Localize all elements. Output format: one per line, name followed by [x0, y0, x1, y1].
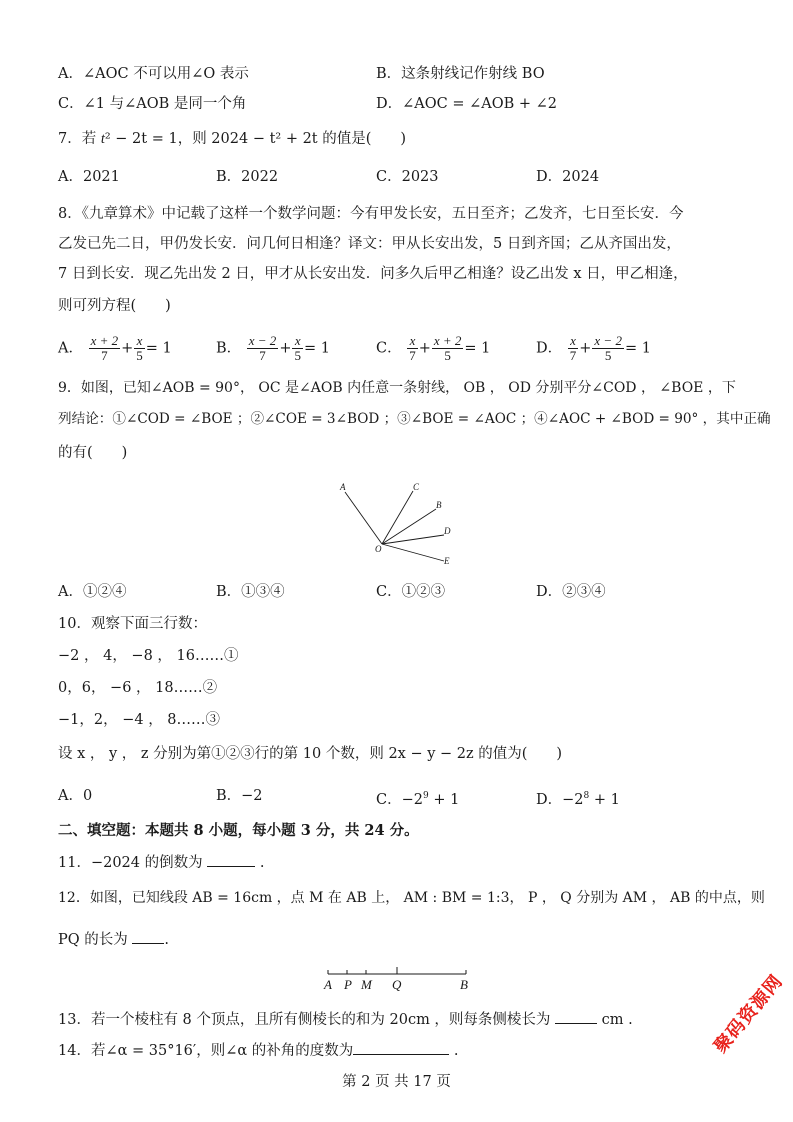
q8-line-2: 乙发已先二日，甲仍发长安．问几何日相逢？译文：甲从长安出发，5 日到齐国；乙从齐国出发， [58, 236, 681, 252]
option-text: 0 [82, 788, 93, 804]
q8-option-c [376, 334, 490, 363]
option-label: A． [58, 340, 83, 357]
q11-suffix: . [255, 855, 265, 871]
numerator: x − 2 [594, 333, 622, 348]
option-label: C． [376, 584, 402, 600]
q9-option-c [376, 582, 445, 602]
option-label: D． [536, 791, 563, 808]
option-label: D． [376, 96, 403, 112]
option-base: −2 [401, 791, 423, 808]
q12-line-1: 12．如图，已知线段 AB = 16cm ，点 M 在 AB 上， AM : BM = 1:3， P ， Q 分别为 AM ， AB 的中点，则 [58, 890, 765, 906]
fraction [134, 334, 145, 363]
label-o: O [375, 544, 382, 554]
option-label: D． [536, 169, 563, 185]
q13-suffix: cm . [597, 1012, 633, 1028]
q9-line-2: 列结论：①∠COD = ∠BOE ；②∠COE = 3∠BOD ；③∠BOE = ∠AOC ；④∠AOC + ∠BOD = 90° ，其中正确 [58, 411, 771, 427]
q14-answer-blank[interactable] [353, 1054, 449, 1055]
denominator: 5 [136, 348, 143, 363]
label-p: P [344, 977, 352, 992]
ray-oa [345, 492, 382, 544]
operator: + [579, 340, 592, 357]
q9-option-d [536, 582, 606, 602]
q6-option-d [376, 94, 557, 114]
q12-text: PQ 的长为 [58, 932, 133, 948]
denominator: 5 [444, 348, 451, 363]
q10-question: 设 x ， y ， z 分别为第①②③行的第 10 个数，则 2x − y − 2z 的值为( ) [58, 746, 563, 762]
equals: = 1 [303, 340, 330, 357]
option-text: ②③④ [562, 584, 606, 600]
q13-text: 13．若一个棱柱有 8 个顶点，且所有侧棱长的和为 20cm ，则每条侧棱长为 [58, 1012, 556, 1028]
numerator: x [292, 334, 303, 349]
option-text: ①②③ [401, 584, 446, 600]
option-label: C． [58, 96, 84, 112]
option-label: D． [536, 340, 563, 357]
option-label: A． [58, 584, 83, 600]
option-label: C． [376, 340, 402, 357]
q6-option-a [58, 64, 249, 84]
label-b: B [460, 977, 468, 992]
q13-answer-blank[interactable] [555, 1023, 597, 1024]
denominator: 7 [569, 348, 577, 363]
ray-od [382, 535, 444, 544]
option-label: C． [376, 791, 402, 808]
option-label: A． [58, 66, 83, 82]
option-text: 2022 [241, 169, 279, 185]
q10-row-2: 0，6， −6 ， 18……② [58, 680, 218, 696]
option-text: 2021 [82, 169, 120, 185]
option-label: C． [376, 169, 402, 185]
label-q: Q [392, 977, 402, 992]
q8-line-4: 则可列方程( ) [58, 298, 171, 314]
q12-line-2 [58, 930, 169, 950]
fraction [89, 334, 121, 363]
q10-option-c [376, 786, 459, 810]
q10-row-3: −1，2， −4 ， 8……③ [58, 712, 221, 728]
equals: = 1 [464, 340, 491, 357]
q13 [58, 1010, 633, 1030]
q11-answer-blank[interactable] [207, 866, 255, 867]
option-tail: + 1 [428, 791, 460, 808]
q11 [58, 853, 264, 873]
option-text: 2024 [562, 169, 600, 185]
q10-row-1: −2 ， 4， −8 ， 16……① [58, 648, 239, 664]
numerator: x [568, 334, 579, 349]
label-e: E [444, 556, 450, 566]
q7-option-a [58, 167, 120, 187]
option-base: −2 [562, 791, 584, 808]
q8-option-a [58, 334, 172, 363]
q8-line-1: 8．《九章算术》中记载了这样一个数学问题：今有甲发长安，五日至齐；乙发齐，七日至长安．今 [58, 206, 684, 222]
q9-line-3: 的有( ) [58, 445, 128, 461]
denominator: 7 [409, 348, 416, 363]
option-tail: + 1 [589, 791, 620, 808]
option-text: ①②④ [82, 584, 127, 600]
q12-suffix: . [164, 932, 169, 948]
denominator: 7 [259, 348, 266, 363]
q6-option-c [58, 94, 246, 114]
q8-line-3: 7 日到长安．现乙先出发 2 日，甲才从长安出发．问多久后甲乙相逢？设乙出发 x 日，甲乙相逢， [58, 266, 688, 282]
equals: = 1 [145, 340, 172, 357]
fraction [247, 334, 279, 363]
q9-angle-figure [330, 478, 470, 578]
option-label: B． [216, 169, 242, 185]
numerator: x + 2 [433, 333, 462, 348]
option-label: D． [536, 584, 563, 600]
page-footer: 第 2 页 共 17 页 [342, 1074, 451, 1090]
denominator: 5 [604, 348, 612, 363]
option-text: ①③④ [241, 584, 285, 600]
q7-prefix: 7．若 [58, 131, 101, 147]
numerator: x + 2 [90, 333, 119, 348]
q9-option-b [216, 582, 285, 602]
label-m: M [361, 977, 372, 992]
operator: + [121, 340, 134, 357]
q7-rest: ² − 2t = 1，则 2024 − t² + 2t 的值是( ) [104, 131, 407, 147]
option-label: B． [216, 788, 242, 804]
q6-option-b [376, 64, 545, 84]
option-text: 这条射线记作射线 BO [401, 66, 545, 82]
ray-ob [382, 509, 436, 544]
ray-oe [382, 544, 444, 561]
option-label: B． [216, 584, 242, 600]
denominator: 5 [294, 348, 301, 363]
fraction [432, 334, 464, 363]
q10-stem: 10．观察下面三行数： [58, 616, 207, 632]
q7-option-c [376, 167, 439, 187]
section-heading: 二、填空题：本题共 8 小题，每小题 3 分，共 24 分。 [58, 822, 419, 839]
option-exponent: 9 [422, 791, 429, 801]
label-a: A [340, 482, 346, 492]
q10-option-a [58, 786, 92, 806]
operator: + [418, 340, 431, 357]
q10-option-b [216, 786, 263, 806]
q10-option-d [536, 786, 620, 810]
fraction [592, 334, 624, 363]
q7-var: t [100, 131, 105, 147]
q9-option-a [58, 582, 126, 602]
numerator: x − 2 [248, 333, 277, 348]
option-text: ∠1 与∠AOB 是同一个角 [83, 96, 247, 112]
q8-option-b [216, 334, 330, 363]
option-exponent: 8 [583, 791, 590, 801]
q14 [58, 1041, 458, 1061]
q7-stem [58, 129, 406, 149]
q7-option-b [216, 167, 278, 187]
q9-line-1: 9．如图，已知∠AOB = 90°， OC 是∠AOB 内任意一条射线， OB ， OD 分别平分∠COD ， ∠BOE ，下 [58, 380, 736, 396]
option-label: B． [376, 66, 402, 82]
option-label: A． [58, 788, 83, 804]
option-text: ∠AOC = ∠AOB + ∠2 [402, 96, 558, 112]
label-d: D [444, 526, 451, 536]
q14-text: 14．若∠α = 35°16′，则∠α 的补角的度数为 [58, 1043, 354, 1059]
fraction [568, 334, 579, 363]
q8-option-d [536, 334, 651, 363]
q12-segment-figure [320, 962, 480, 994]
q7-option-d [536, 167, 599, 187]
watermark-logo: 聚码资源网 [710, 970, 788, 1058]
label-a: A [324, 977, 332, 992]
label-b: B [436, 500, 442, 510]
option-label: A． [58, 169, 83, 185]
denominator: 7 [101, 348, 108, 363]
equals: = 1 [624, 340, 651, 357]
q12-answer-blank[interactable] [132, 943, 164, 944]
q11-text: 11．−2024 的倒数为 [58, 855, 208, 871]
numerator: x [407, 334, 418, 349]
option-text: 2023 [401, 169, 439, 185]
fraction [292, 334, 303, 363]
option-label: B． [216, 340, 242, 357]
option-text: −2 [241, 788, 263, 804]
numerator: x [134, 334, 145, 349]
option-text: ∠AOC 不可以用∠O 表示 [82, 66, 249, 82]
operator: + [279, 340, 292, 357]
ray-oc [382, 491, 413, 544]
fraction [407, 334, 418, 363]
q14-suffix: . [449, 1043, 459, 1059]
label-c: C [413, 482, 420, 492]
